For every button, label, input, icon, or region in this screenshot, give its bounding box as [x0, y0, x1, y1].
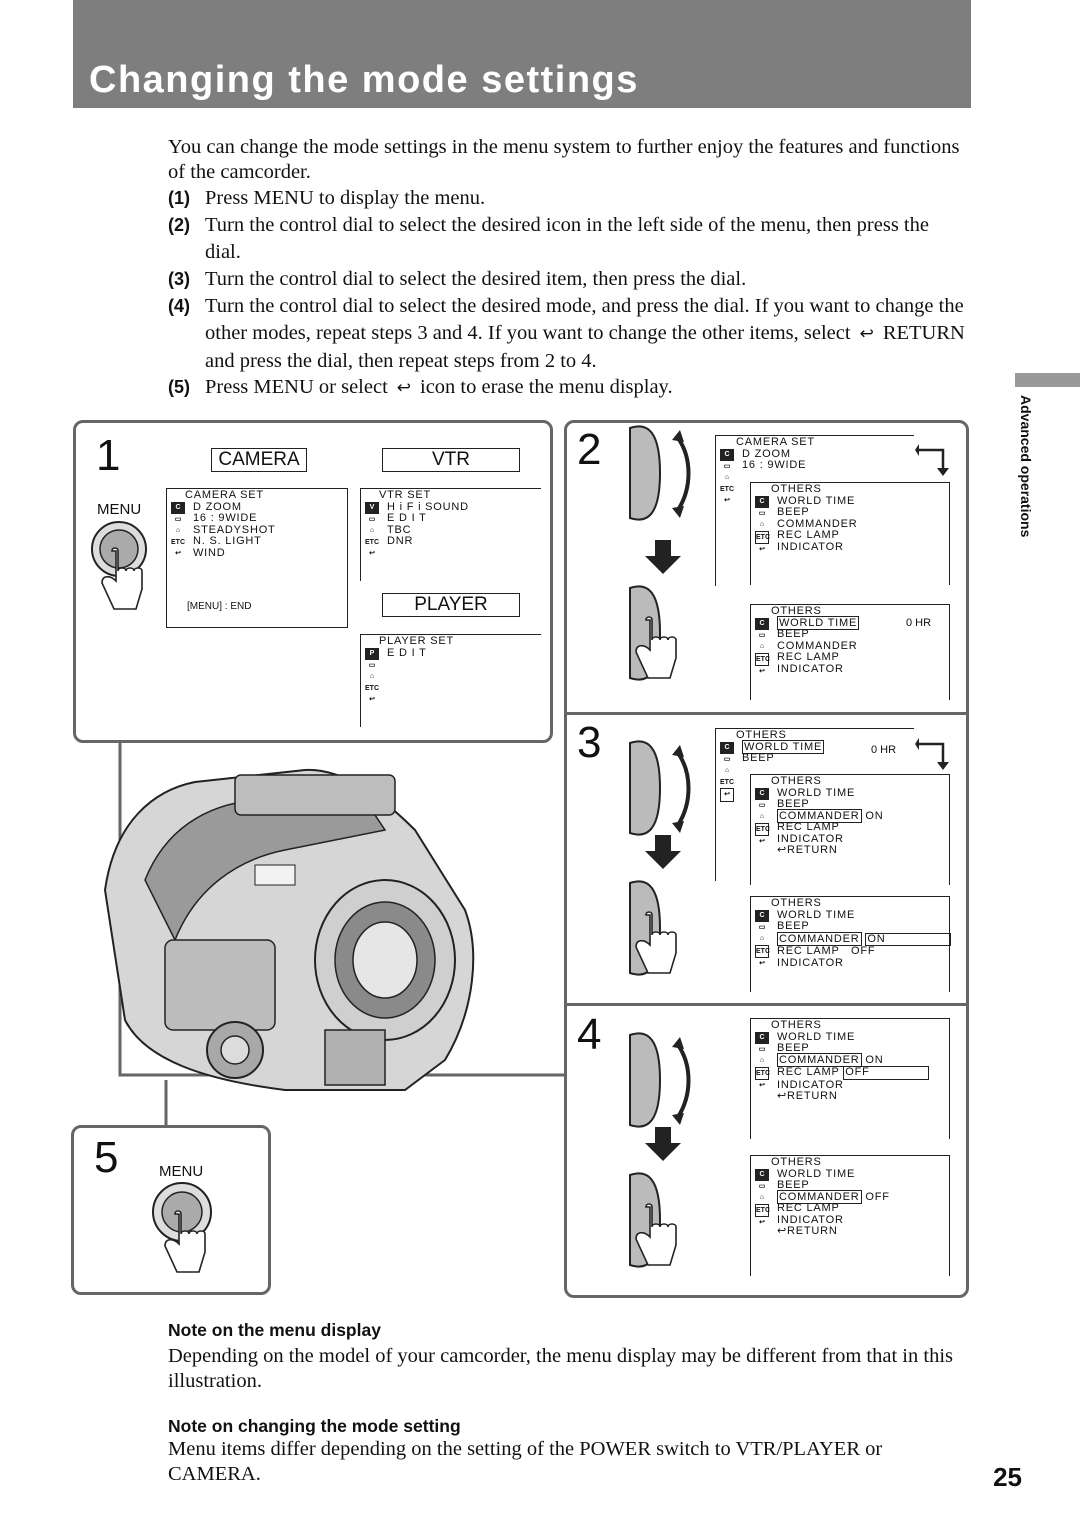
vtr-set-menu: [360, 488, 541, 581]
player-set-menu: [360, 634, 541, 727]
menu-item: E D I T: [387, 512, 427, 524]
menu-item: 16 : 9WIDE: [193, 512, 258, 524]
others-menu: [750, 1155, 950, 1276]
etc-icon: ETC: [755, 531, 769, 545]
menu-item: N. S. LIGHT: [193, 535, 262, 547]
menu-item: WIND: [193, 546, 226, 559]
menu-value: 0 HR: [906, 617, 932, 629]
menu-item: BEEP: [777, 920, 810, 932]
menu-item-selected: COMMANDER: [779, 809, 860, 822]
figure-5-panel: [71, 1125, 271, 1295]
page-title: Changing the mode settings: [89, 59, 639, 101]
return-icon: ↩: [369, 550, 375, 557]
menu-footer: [MENU] : END: [187, 601, 252, 612]
tool-icon: ⌂: [369, 673, 375, 680]
note-text: Menu items differ depending on the setting of the POWER switch to VTR/PLAYER or CAMERA.: [168, 1438, 883, 1485]
dial-turn-icon: [620, 418, 700, 528]
divider: [566, 1003, 967, 1006]
menu-item-selected: COMMANDER: [779, 932, 860, 945]
menu-item: TBC: [387, 523, 412, 536]
menu-item: REC LAMP: [777, 821, 840, 833]
camcorder-illustration: [85, 760, 495, 1100]
figure-number: 5: [94, 1133, 119, 1182]
etc-icon: ETC: [171, 538, 185, 546]
menu-item: OTHERS: [771, 1019, 822, 1031]
menu-item: OTHERS: [771, 483, 822, 495]
menu-item: INDICATOR: [777, 956, 844, 969]
menu-item: REC LAMP: [777, 1202, 840, 1214]
others-submenu: [750, 774, 950, 885]
return-icon: ↩: [777, 1225, 788, 1237]
return-arrow-icon: [915, 440, 949, 478]
figure-number: 1: [96, 431, 121, 480]
menu-item: BEEP: [777, 798, 810, 810]
menu-item: INDICATOR: [777, 540, 844, 553]
others-submenu: [750, 482, 950, 585]
intro-paragraph: You can change the mode settings in the menu system to further enjoy the features and functions of the camcorder.: [168, 136, 960, 183]
tape-icon: ▭: [758, 923, 766, 931]
tape-icon: ▭: [368, 661, 376, 669]
menu-item: INDICATOR: [777, 1213, 844, 1226]
menu-item: WORLD TIME: [777, 494, 856, 507]
step-1: [168, 185, 968, 212]
menu-value-selected: ON: [865, 933, 951, 947]
tape-icon: ▭: [758, 801, 766, 809]
step-4: [168, 293, 968, 375]
etc-icon: ETC: [755, 823, 769, 837]
tool-icon: ⌂: [369, 527, 375, 534]
menu-item: OTHERS: [736, 729, 787, 741]
step-text: Turn the control dial to select the desired icon in the left side of the menu, then press the dial.: [205, 214, 929, 263]
figure-3-number: 3: [577, 718, 602, 767]
tape-icon: ▭: [723, 755, 731, 763]
dial-press-icon: [620, 580, 700, 705]
menu-item: VTR SET: [379, 489, 432, 501]
figure-2-number: 2: [577, 425, 602, 474]
menu-item: BEEP: [777, 1042, 810, 1054]
return-icon: ↩: [759, 1219, 765, 1226]
step-text-b: icon to erase the menu display.: [420, 376, 673, 398]
menu-item: REC LAMP: [777, 529, 840, 541]
menu-item: COMMANDER: [777, 517, 858, 530]
step-number: (2): [168, 215, 190, 235]
tool-icon: ⌂: [175, 527, 181, 534]
menu-item: INDICATOR: [777, 662, 844, 675]
vtr-mode-label: VTR: [382, 448, 520, 472]
menu-value: OFF: [851, 945, 876, 957]
tape-icon: ▭: [758, 631, 766, 639]
menu-item: RETURN: [787, 844, 838, 856]
camera-icon: C: [720, 449, 734, 461]
return-icon: ↩: [396, 378, 412, 398]
menu-value-selected: OFF: [843, 1066, 929, 1080]
return-icon: ↩: [724, 497, 730, 504]
menu-item: INDICATOR: [777, 1078, 844, 1091]
tool-icon: ⌂: [724, 474, 730, 481]
menu-item: WORLD TIME: [777, 1030, 856, 1043]
menu-item: DNR: [387, 535, 414, 547]
step-number: (1): [168, 188, 190, 208]
return-icon: ↩: [759, 546, 765, 553]
menu-item: D ZOOM: [193, 500, 242, 513]
dial-press-icon: [620, 1167, 700, 1292]
menu-value: ON: [865, 1053, 884, 1066]
menu-item: PLAYER SET: [379, 635, 455, 647]
menu-item: REC LAMP: [777, 651, 840, 663]
menu-item: OTHERS: [771, 605, 822, 617]
tape-icon: ▭: [723, 462, 731, 470]
step-text-b: RETURN and press the dial, then repeat steps from 2 to 4.: [205, 322, 965, 372]
etc-icon: ETC: [720, 778, 734, 786]
divider: [566, 712, 967, 715]
others-menu: [750, 896, 950, 992]
step-text-a: Press MENU or select: [205, 376, 388, 398]
dial-turn-icon: [620, 733, 700, 843]
menu-item: 16 : 9WIDE: [742, 459, 807, 471]
etc-icon: ETC: [755, 945, 769, 959]
etc-icon: ETC: [755, 1067, 769, 1081]
etc-icon: ETC: [365, 538, 379, 546]
menu-item: CAMERA SET: [736, 436, 815, 448]
down-arrow-icon: [643, 1127, 683, 1162]
tape-icon: ▭: [758, 1182, 766, 1190]
return-icon: ↩: [759, 838, 765, 845]
tool-icon: ⌂: [759, 935, 765, 942]
menu-item: D ZOOM: [742, 447, 791, 460]
menu-item: RETURN: [787, 1090, 838, 1102]
tool-icon: ⌂: [759, 813, 765, 820]
etc-icon: ETC: [755, 653, 769, 667]
return-icon: ↩: [859, 324, 874, 344]
menu-value: OFF: [865, 1190, 890, 1203]
return-icon: ↩: [777, 844, 788, 856]
menu-button-press-icon: [149, 1180, 229, 1290]
dial-turn-icon: [620, 1025, 700, 1135]
tool-icon: ⌂: [759, 1057, 765, 1064]
menu-item-selected: COMMANDER: [779, 1053, 860, 1066]
menu-button-label: MENU: [97, 501, 142, 518]
down-arrow-icon: [643, 540, 683, 575]
menu-item: BEEP: [742, 752, 775, 764]
down-arrow-icon: [643, 835, 683, 870]
menu-item: OTHERS: [771, 1156, 822, 1168]
menu-value: 0 HR: [871, 744, 897, 756]
others-menu: [750, 1018, 950, 1139]
section-tab: [1015, 373, 1080, 387]
step-2: [168, 212, 968, 266]
title-bar: [73, 0, 971, 108]
camera-mode-label: CAMERA: [211, 448, 307, 472]
menu-item: H i F i SOUND: [387, 500, 469, 513]
menu-item: STEADYSHOT: [193, 523, 276, 536]
others-menu: [750, 604, 950, 700]
menu-value: ON: [865, 809, 884, 822]
tool-icon: ⌂: [724, 767, 730, 774]
player-icon: P: [365, 648, 379, 660]
menu-item: WORLD TIME: [777, 1167, 856, 1180]
menu-item: WORLD TIME: [777, 908, 856, 921]
return-icon: ↩: [369, 696, 375, 703]
etc-icon: ETC: [365, 684, 379, 692]
step-text-a: Turn the control dial to select the desired mode, and press the dial. If you want to change the other modes, repeat steps 3 and 4. If you want to change the other items, select: [205, 295, 964, 344]
return-icon: ↩: [759, 960, 765, 967]
return-icon: ↩: [759, 668, 765, 675]
tape-icon: ▭: [368, 515, 376, 523]
tool-icon: ⌂: [759, 521, 765, 528]
etc-icon: ETC: [755, 1204, 769, 1218]
camera-icon: C: [755, 1032, 769, 1044]
figure-4-number: 4: [577, 1010, 602, 1059]
menu-item: BEEP: [777, 1179, 810, 1191]
section-label: Advanced operations: [1018, 395, 1034, 538]
tape-icon: ▭: [758, 509, 766, 517]
dial-press-icon: [620, 875, 700, 1000]
menu-item: WORLD TIME: [777, 786, 856, 799]
note-heading: Note on the menu display: [168, 1320, 381, 1340]
menu-item: OTHERS: [771, 897, 822, 909]
page-number: 25: [993, 1462, 1022, 1492]
camera-icon: C: [755, 618, 769, 630]
menu-item: COMMANDER: [777, 639, 858, 652]
step-3: [168, 266, 968, 293]
tape-icon: V: [365, 502, 379, 514]
return-arrow-icon: [915, 734, 949, 772]
menu-button-label: MENU: [159, 1163, 204, 1180]
return-icon: ↩: [175, 550, 181, 557]
camera-set-menu: [166, 488, 348, 628]
etc-icon: ETC: [720, 485, 734, 493]
menu-button-press-icon: [88, 519, 158, 629]
camera-icon: C: [755, 910, 769, 922]
tape-icon: ▭: [174, 515, 182, 523]
return-icon: ↩: [777, 1090, 788, 1102]
camera-icon: C: [720, 742, 734, 754]
step-text: Press MENU to display the menu.: [205, 187, 486, 209]
menu-item: BEEP: [777, 506, 810, 518]
return-icon: ↩: [720, 788, 734, 802]
tape-icon: ▭: [758, 1045, 766, 1053]
step-5: [168, 374, 968, 402]
menu-item: CAMERA SET: [185, 489, 264, 501]
menu-item: RETURN: [787, 1225, 838, 1237]
step-number: (3): [168, 269, 190, 289]
step-number: (5): [168, 377, 190, 397]
menu-item-selected: WORLD TIME: [779, 616, 858, 629]
return-icon: ↩: [759, 1082, 765, 1089]
menu-item-selected: COMMANDER: [779, 1190, 860, 1203]
menu-item: OTHERS: [771, 775, 822, 787]
menu-item: REC LAMP: [777, 945, 840, 957]
menu-item: REC LAMP: [777, 1066, 840, 1078]
menu-item: BEEP: [777, 628, 810, 640]
camera-icon: C: [755, 1169, 769, 1181]
menu-item: INDICATOR: [777, 832, 844, 845]
figure-1-panel: [73, 420, 553, 743]
note-text: Depending on the model of your camcorder, the menu display may be different from that in this illustration.: [168, 1345, 953, 1392]
tool-icon: ⌂: [759, 643, 765, 650]
note-heading: Note on changing the mode setting: [168, 1416, 461, 1436]
camera-icon: C: [171, 502, 185, 514]
menu-item: E D I T: [387, 646, 427, 659]
player-mode-label: PLAYER: [382, 593, 520, 617]
step-number: (4): [168, 296, 190, 316]
menu-item-selected: WORLD TIME: [744, 740, 823, 753]
step-text: Turn the control dial to select the desired item, then press the dial.: [205, 268, 747, 290]
camera-icon: C: [755, 496, 769, 508]
camera-icon: C: [755, 788, 769, 800]
tool-icon: ⌂: [759, 1194, 765, 1201]
